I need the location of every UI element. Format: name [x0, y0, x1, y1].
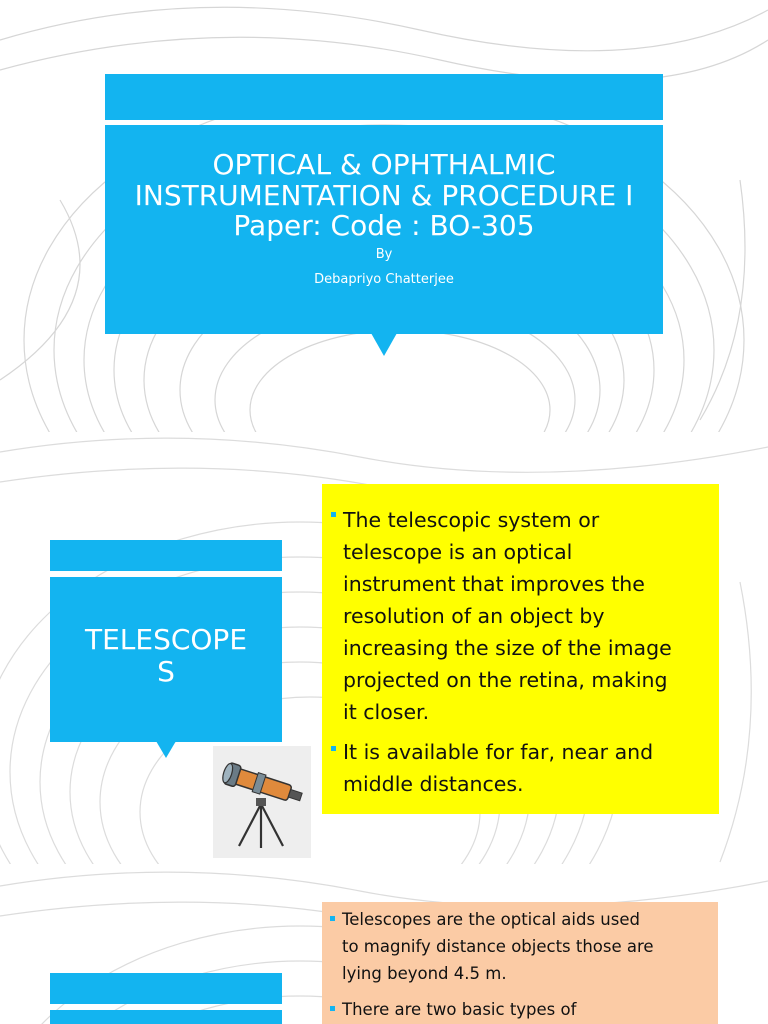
- types-bullet-2-line-1: There are two basic types of: [342, 1000, 577, 1019]
- bullet-marker: [331, 512, 336, 517]
- types-bullet-1-line-1: Telescopes are the optical aids used: [342, 910, 640, 929]
- author-name: Debapriyo Chatterjee: [314, 272, 454, 287]
- section-top-bar: [50, 540, 282, 571]
- title-line-3: Paper: Code : BO-305: [233, 209, 535, 242]
- section-title-box: [50, 1010, 282, 1024]
- bullet-1-line-4: resolution of an object by: [343, 604, 605, 628]
- bullet-1-line-5: increasing the size of the image: [343, 636, 672, 660]
- title-box: [105, 125, 663, 334]
- bullet-1-line-6: projected on the retina, making: [343, 668, 668, 692]
- section-title-box: [50, 577, 282, 742]
- bullet-1-line-7: it closer.: [343, 700, 430, 724]
- title-slide: [0, 0, 768, 432]
- types-bullet-1-line-3: lying beyond 4.5 m.: [342, 964, 507, 983]
- bullet-1-line-2: telescope is an optical: [343, 540, 573, 564]
- by-label: By: [375, 247, 393, 262]
- section-title-line-2: S: [157, 655, 175, 688]
- telescope-icon: [213, 746, 311, 858]
- bullet-1-line-3: instrument that improves the: [343, 572, 645, 596]
- title-line-2: INSTRUMENTATION & PROCEDURE I: [134, 179, 634, 212]
- section-title-line-1: TELESCOPE: [84, 623, 248, 656]
- title-line-1: OPTICAL & OPHTHALMIC: [212, 148, 556, 181]
- bullet-2-line-1: It is available for far, near and: [343, 740, 654, 764]
- telescope-types-slide: [0, 866, 768, 1024]
- bullet-marker: [331, 746, 336, 751]
- types-bullet-1-line-2: to magnify distance objects those are: [342, 937, 654, 956]
- bullet-2-line-2: middle distances.: [343, 772, 524, 796]
- definition-box: [322, 484, 719, 814]
- section-title-pointer: [156, 741, 176, 758]
- bullet-marker: [330, 1006, 335, 1011]
- telescope-image: [213, 746, 311, 858]
- bullet-1-line-1: The telescopic system or: [343, 508, 600, 532]
- section-top-bar: [50, 973, 282, 1004]
- title-box-pointer: [371, 333, 397, 356]
- bullet-marker: [330, 916, 335, 921]
- types-box: [322, 902, 718, 1024]
- telescopes-slide: [0, 432, 768, 864]
- title-top-bar: [105, 74, 663, 120]
